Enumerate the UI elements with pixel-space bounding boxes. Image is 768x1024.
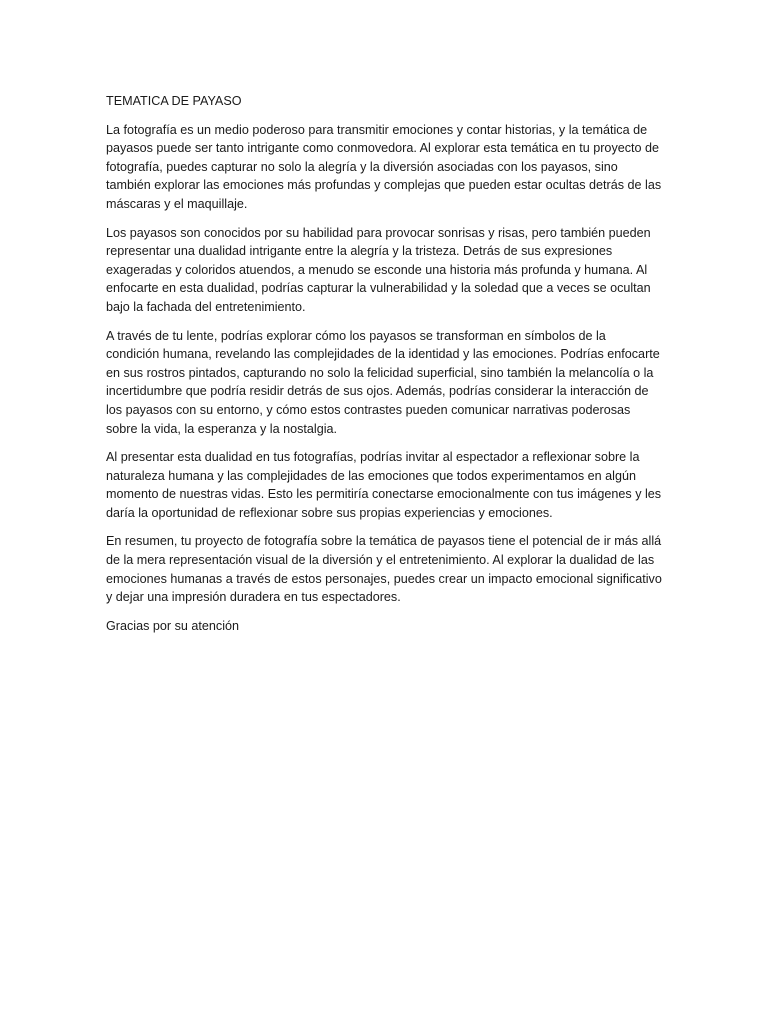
paragraph-closing: Gracias por su atención bbox=[106, 618, 240, 633]
paragraph-lens: A través de tu lente, podrías explorar cómo los payasos se transforman en símbolos de la condición humana, revelando las complejidades de la identidad y las emociones. Podrías enfocarte en sus rostros pintados, capturando no solo la felicidad superficial, sino también la melancolía o la incertidumbre que podría residir detrás de sus ojos. Además, podrías considerar la interacción de los payasos con su entorno, y cómo estos contrastes pueden comunicar narrativas poderosas sobre la vida, la esperanza y la nostalgia. bbox=[106, 328, 660, 436]
paragraph-presentation: Al presentar esta dualidad en tus fotografías, podrías invitar al espectador a reflexionar sobre la naturaleza humana y las complejidades de las emociones que todos experimentamos en algún momento de nuestras vidas. Esto les permitiría conectarse emocionalmente con tus imágenes y les daría la oportunidad de reflexionar sobre sus propias experiencias y emociones. bbox=[106, 450, 662, 520]
document-title: TEMATICA DE PAYASO bbox=[106, 94, 242, 108]
paragraph-duality: Los payasos son conocidos por su habilidad para provocar sonrisas y risas, pero también pueden representar una dualidad intrigante entre la alegría y la tristeza. Detrás de sus expresiones exageradas y coloridos atuendos, a menudo se esconde una historia más profunda y humana. Al enfocarte en esta dualidad, podrías capturar la vulnerabilidad y la soledad que a veces se ocultan bajo la fachada del entretenimiento. bbox=[106, 225, 651, 314]
paragraph-summary: En resumen, tu proyecto de fotografía sobre la temática de payasos tiene el potencial de ir más allá de la mera representación visual de la diversión y el entretenimiento. Al explorar la dualidad de las emociones humanas a través de estos personajes, puedes crear un impacto emocional significativo y dejar una impresión duradera en tus espectadores. bbox=[106, 534, 662, 605]
paragraph-intro: La fotografía es un medio poderoso para transmitir emociones y contar historias, y la temática de payasos puede ser tanto intrigante como conmovedora. Al explorar esta temática en tu proyecto de fotografía, puedes capturar no solo la alegría y la diversión asociadas con los payasos, sino también explorar las emociones más profundas y complejas que pueden estar ocultas detrás de las máscaras y el maquillaje. bbox=[106, 122, 662, 211]
document-body bbox=[106, 92, 662, 645]
